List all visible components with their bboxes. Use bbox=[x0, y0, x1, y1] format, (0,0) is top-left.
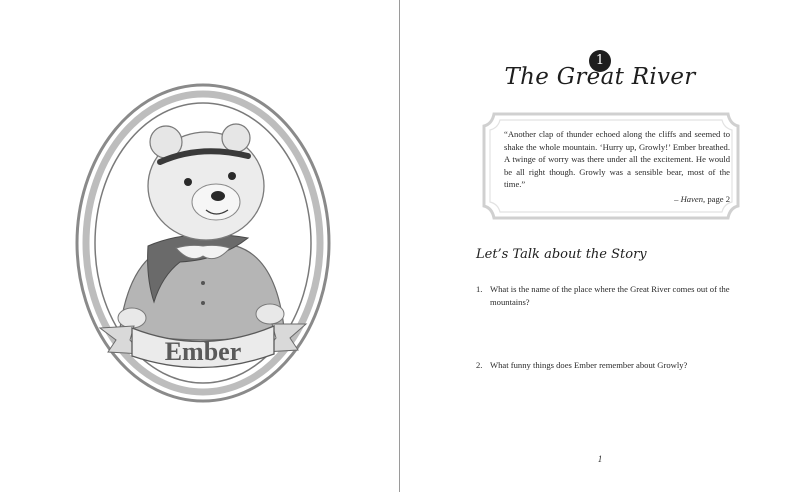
page-number: 1 bbox=[597, 454, 603, 464]
quote-source-prefix: – bbox=[674, 194, 681, 204]
chapter-title: The Great River bbox=[504, 64, 696, 90]
left-page bbox=[0, 0, 399, 492]
question-number: 2. bbox=[476, 360, 483, 370]
section-heading: Let’s Talk about the Story bbox=[476, 247, 647, 262]
question-number: 1. bbox=[476, 284, 483, 294]
chapter-number-badge: 1 bbox=[589, 50, 611, 72]
quote-source bbox=[504, 194, 730, 204]
right-page bbox=[400, 0, 800, 492]
quote-source-page: , page 2 bbox=[703, 194, 730, 204]
portrait-caption: Ember bbox=[164, 337, 242, 366]
question-text: What funny things does Ember remember about Growly? bbox=[490, 360, 688, 370]
story-quote: “Another clap of thunder echoed along the cliffs and seemed to shake the whole mountain. ‘Hurry up, Growly!’ Ember breathed. A twinge of worry was there under all the excitement. He would be all right though. Growly was a sensible bear, most of the time.” bbox=[504, 129, 730, 190]
question-text: What is the name of the place where the Great River comes out of the mountains? bbox=[490, 284, 730, 307]
quote-source-title: Haven bbox=[680, 194, 704, 204]
bear-portrait-illustration bbox=[70, 78, 336, 408]
